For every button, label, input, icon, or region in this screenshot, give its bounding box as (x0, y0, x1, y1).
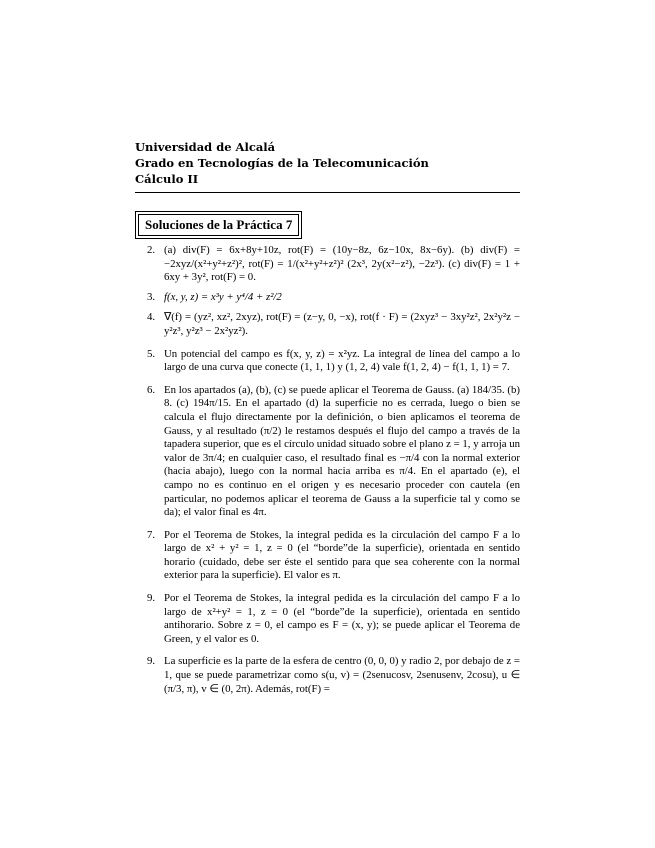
course-name: Cálculo II (135, 172, 199, 186)
item-text: La superficie es la parte de la esfera de centro (0, 0, 0) y radio 2, por debajo de z = 1, que se puede parametrizar como s(u, v) = (2senucosv, 2senusenv, 2cosu), u ∈ (π/3, π), v ∈ (0, 2π). Además, rot(F) = (164, 655, 520, 695)
item-number: 4. (147, 311, 156, 324)
item-text: f(x, y, z) = x³y + y⁴/4 + z²/2 (164, 290, 282, 303)
item-text: ∇(f) = (yz², xz², 2xyz), rot(F) = (z−y, 0, −x), rot(f · F) = (2xyz³ − 3xy²z², 2x²y²z − y²z³, y²z³ − 2x²yz²). (164, 311, 520, 337)
item-text: En los apartados (a), (b), (c) se puede aplicar el Teorema de Gauss. (a) 184/35. (b) 8. (c) 194π/15. En el apartado (d) la superficie no es cerrada, luego o bien se calcula el flujo directamente por la definición, o bien aplicamos el teorema de Gauss, y al resultado (π/2) le restamos después el flujo del campo a través de la tapadera superior, que es el círculo unidad situado sobre el plano z = 1, y arroja un valor de 3π/4; en cualquier caso, el resultado final es −π/4 con la normal exterior (hacia abajo), luego con la normal hacia arriba es π/4. En el apartado (e), el campo no es continuo en el origen y es necesario proceder con cautela (en particular, no podemos aplicar el teorema de Gauss a la superficie tal y como se da); el valor final es 4π. (164, 383, 520, 519)
item-text: Por el Teorema de Stokes, la integral pedida es la circulación del campo F a lo largo de x² + y² = 1, z = 0 (el “borde”de la superficie), orientada en sentido horario (cuidado, debe ser éste el sentido para que sea coherente con la normal exterior para la superficie). El valor es π. (164, 528, 520, 582)
item-number: 9. (147, 655, 156, 668)
solution-item (145, 348, 520, 375)
solution-item (145, 655, 520, 696)
item-text: Por el Teorema de Stokes, la integral pedida es la circulación del campo F a lo largo de x²+y² = 1, z = 0 (el “borde”de la superficie), orientada en sentido antihorario. Sobre z = 0, el campo es F = (x, y); se puede aplicar el Teorema de Green, y el valor es 0. (164, 592, 520, 645)
page-title: Soluciones de la Práctica 7 (138, 214, 299, 236)
item-number: 6. (147, 383, 156, 396)
solution-item (145, 592, 520, 646)
solutions-list (145, 244, 520, 696)
solution-item (145, 311, 520, 338)
header-divider (135, 192, 520, 193)
university-name: Universidad de Alcalá (135, 140, 276, 154)
solution-item (145, 291, 520, 305)
item-number: 7. (147, 528, 156, 541)
course-header (135, 139, 520, 187)
solution-item (145, 529, 520, 583)
solution-item (145, 244, 520, 285)
item-number: 2. (147, 244, 156, 256)
item-text: (a) div(F) = 6x+8y+10z, rot(F) = (10y−8z, 6z−10x, 8x−6y). (b) div(F) = −2xyz/(x²+y²+z²)², rot(F) = 1/(x²+y²+z²)² (2x³, 2y(x²−z²), −2z³). (c) div(F) = 1 + 6xy + 3y², rot(F) = 0. (164, 244, 520, 284)
solution-item (145, 384, 520, 520)
item-number: 5. (147, 347, 156, 360)
degree-name: Grado en Tecnologías de la Telecomunicación (135, 156, 429, 170)
item-number: 9. (147, 592, 156, 605)
title-box (135, 211, 302, 239)
item-text: Un potencial del campo es f(x, y, z) = x²yz. La integral de línea del campo a lo largo de una curva que conecte (1, 1, 1) y (1, 2, 4) vale f(1, 2, 4) − f(1, 1, 1) = 7. (164, 347, 520, 374)
item-number: 3. (147, 290, 156, 303)
